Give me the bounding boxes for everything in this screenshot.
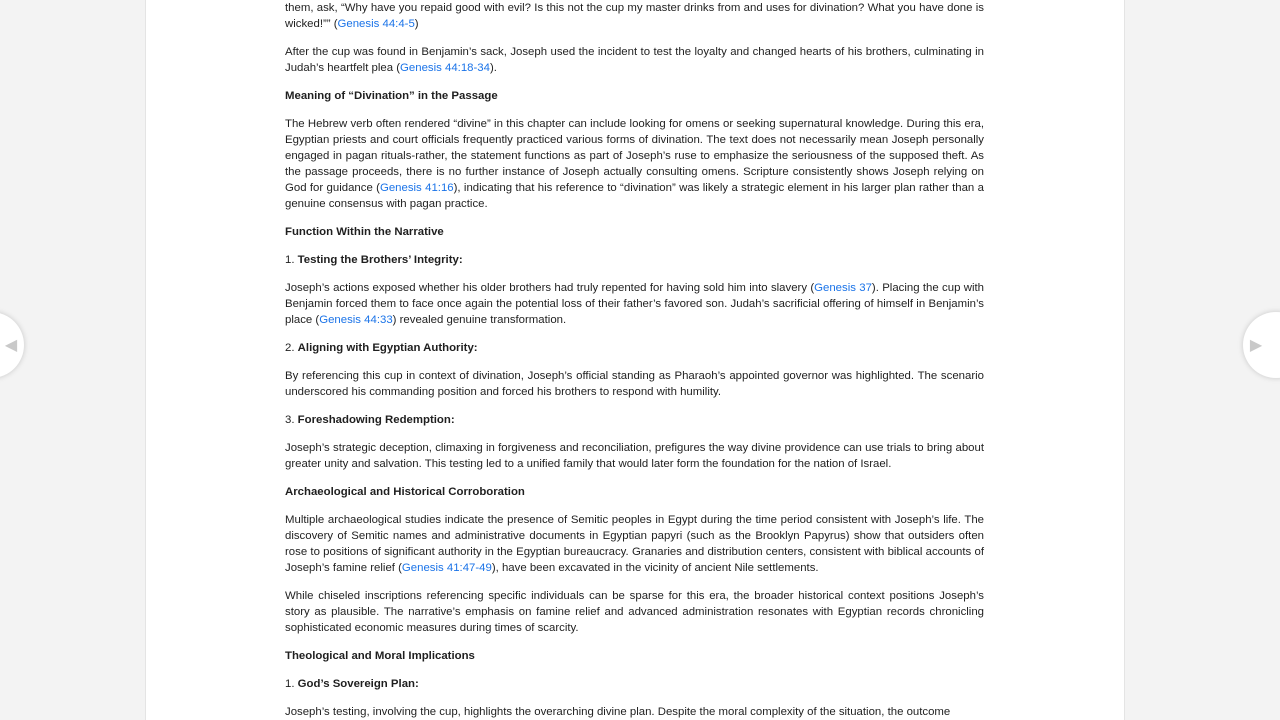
paragraph-text: ). Placing the cup with Benjamin forced them to face once again the potential loss of their father’s favored son. Judah’s sacrificial offering of himself in Benjamin’s place ( [285,282,984,326]
paragraph-egyptian-authority: By referencing this cup in context of divination, Joseph’s official standing as Pharaoh’s appointed governor was highlighted. The scenario underscored his commanding position and forced his brothers to respond with humility. [285,370,984,398]
paragraph-text: ) revealed genuine transformation. [392,314,567,326]
section-heading-meaning: Meaning of “Divination” in the Passage [285,90,498,102]
next-page-button[interactable] [1243,312,1280,378]
paragraph-testing-integrity [285,280,984,328]
paragraph-text: Joseph’s actions exposed whether his older brothers had truly repented for having sold him into slavery ( [285,282,815,294]
list-number: 1. [285,254,295,266]
paragraph-text: After the cup was found in Benjamin’s sack, Joseph used the incident to test the loyalty and changed hearts of his brothers, culminating in Judah’s heartfelt plea ( [285,46,984,74]
paragraph-sovereign-plan: Joseph’s testing, involving the cup, highlights the overarching divine plan. Despite the moral complexity of the situation, the outcome [285,706,951,718]
scripture-link-genesis-41-47-49[interactable]: Genesis 41:47-49 [401,562,492,574]
list-title: Foreshadowing Redemption: [297,414,455,426]
paragraph-text: them, ask, “Why have you repaid good with evil? Is this not the cup my master drinks from and uses for divination? What you have done is wicked!”” ( [285,2,984,30]
list-number: 3. [285,414,295,426]
paragraph-text: Multiple archaeological studies indicate the presence of Semitic peoples in Egypt during the time period consistent with Joseph’s life. The discovery of Semitic names and administrative documents in Egyptian papyri (such as the Brooklyn Papyrus) show that outsiders often rose to positions of significant authority in the Egyptian bureaucracy. Granaries and distribution centers, consistent with biblical accounts of Joseph’s famine relief ( [285,514,984,574]
scripture-link-genesis-44-33[interactable]: Genesis 44:33 [319,314,393,326]
list-item-title [285,252,984,268]
paragraph-inscriptions: While chiseled inscriptions referencing specific individuals can be sparse for this era, the broader historical context positions Joseph’s story as plausible. The narrative’s emphasis on famine relief and advanced administration resonates with Egyptian records chronicling sophisticated economic measures during times of scarcity. [285,590,984,634]
chevron-right-icon: ▶ [1249,337,1263,354]
paragraph-cup-accusation [285,0,984,32]
paragraph-cup-found [285,44,984,76]
paragraph-text: ). [489,62,497,74]
paragraph-divination-meaning [285,116,984,212]
paragraph-text: The Hebrew verb often rendered “divine” in this chapter can include looking for omens or seeking supernatural knowledge. During this era, Egyptian priests and court officials frequently practiced various forms of divination. The text does not necessarily mean Joseph personally engaged in pagan rituals-rather, the statement functions as part of Joseph’s ruse to emphasize the seriousness of the supposed theft. As the passage proceeds, there is no further instance of Joseph actually consulting omens. Scripture consistently shows Joseph relying on God for guidance ( [285,118,984,194]
chevron-left-icon: ◀ [4,337,18,354]
list-item-title [285,676,984,692]
list-title: God’s Sovereign Plan: [297,678,419,690]
list-item-title [285,340,984,356]
section-heading-archaeology: Archaeological and Historical Corroboration [285,486,525,498]
list-number: 1. [285,678,295,690]
list-title: Testing the Brothers’ Integrity: [297,254,463,266]
article-content [285,0,984,720]
list-title: Aligning with Egyptian Authority: [297,342,478,354]
section-heading-function: Function Within the Narrative [285,226,444,238]
scripture-link-genesis-41-16[interactable]: Genesis 41:16 [379,182,454,194]
scripture-link-genesis-44-4-5[interactable]: Genesis 44:4-5 [337,18,415,30]
paragraph-text: ) [414,18,419,30]
paragraph-text: ), have been excavated in the vicinity of ancient Nile settlements. [491,562,819,574]
paragraph-archaeological-studies [285,512,984,576]
paragraph-foreshadowing: Joseph’s strategic deception, climaxing in forgiveness and reconciliation, prefigures the way divine providence can use trials to bring about greater unity and salvation. This testing led to a unified family that would later form the foundation for the nation of Israel. [285,442,984,470]
section-heading-theology: Theological and Moral Implications [285,650,475,662]
list-number: 2. [285,342,295,354]
scripture-link-genesis-37[interactable]: Genesis 37 [814,282,872,294]
previous-page-button[interactable] [0,312,24,378]
scripture-link-genesis-44-18-34[interactable]: Genesis 44:18-34 [400,62,490,74]
list-item-title [285,412,984,428]
document-page [145,0,1125,720]
paragraph-text: ), indicating that his reference to “divination” was likely a strategic element in his larger plan rather than a genuine consensus with pagan practice. [285,182,984,210]
